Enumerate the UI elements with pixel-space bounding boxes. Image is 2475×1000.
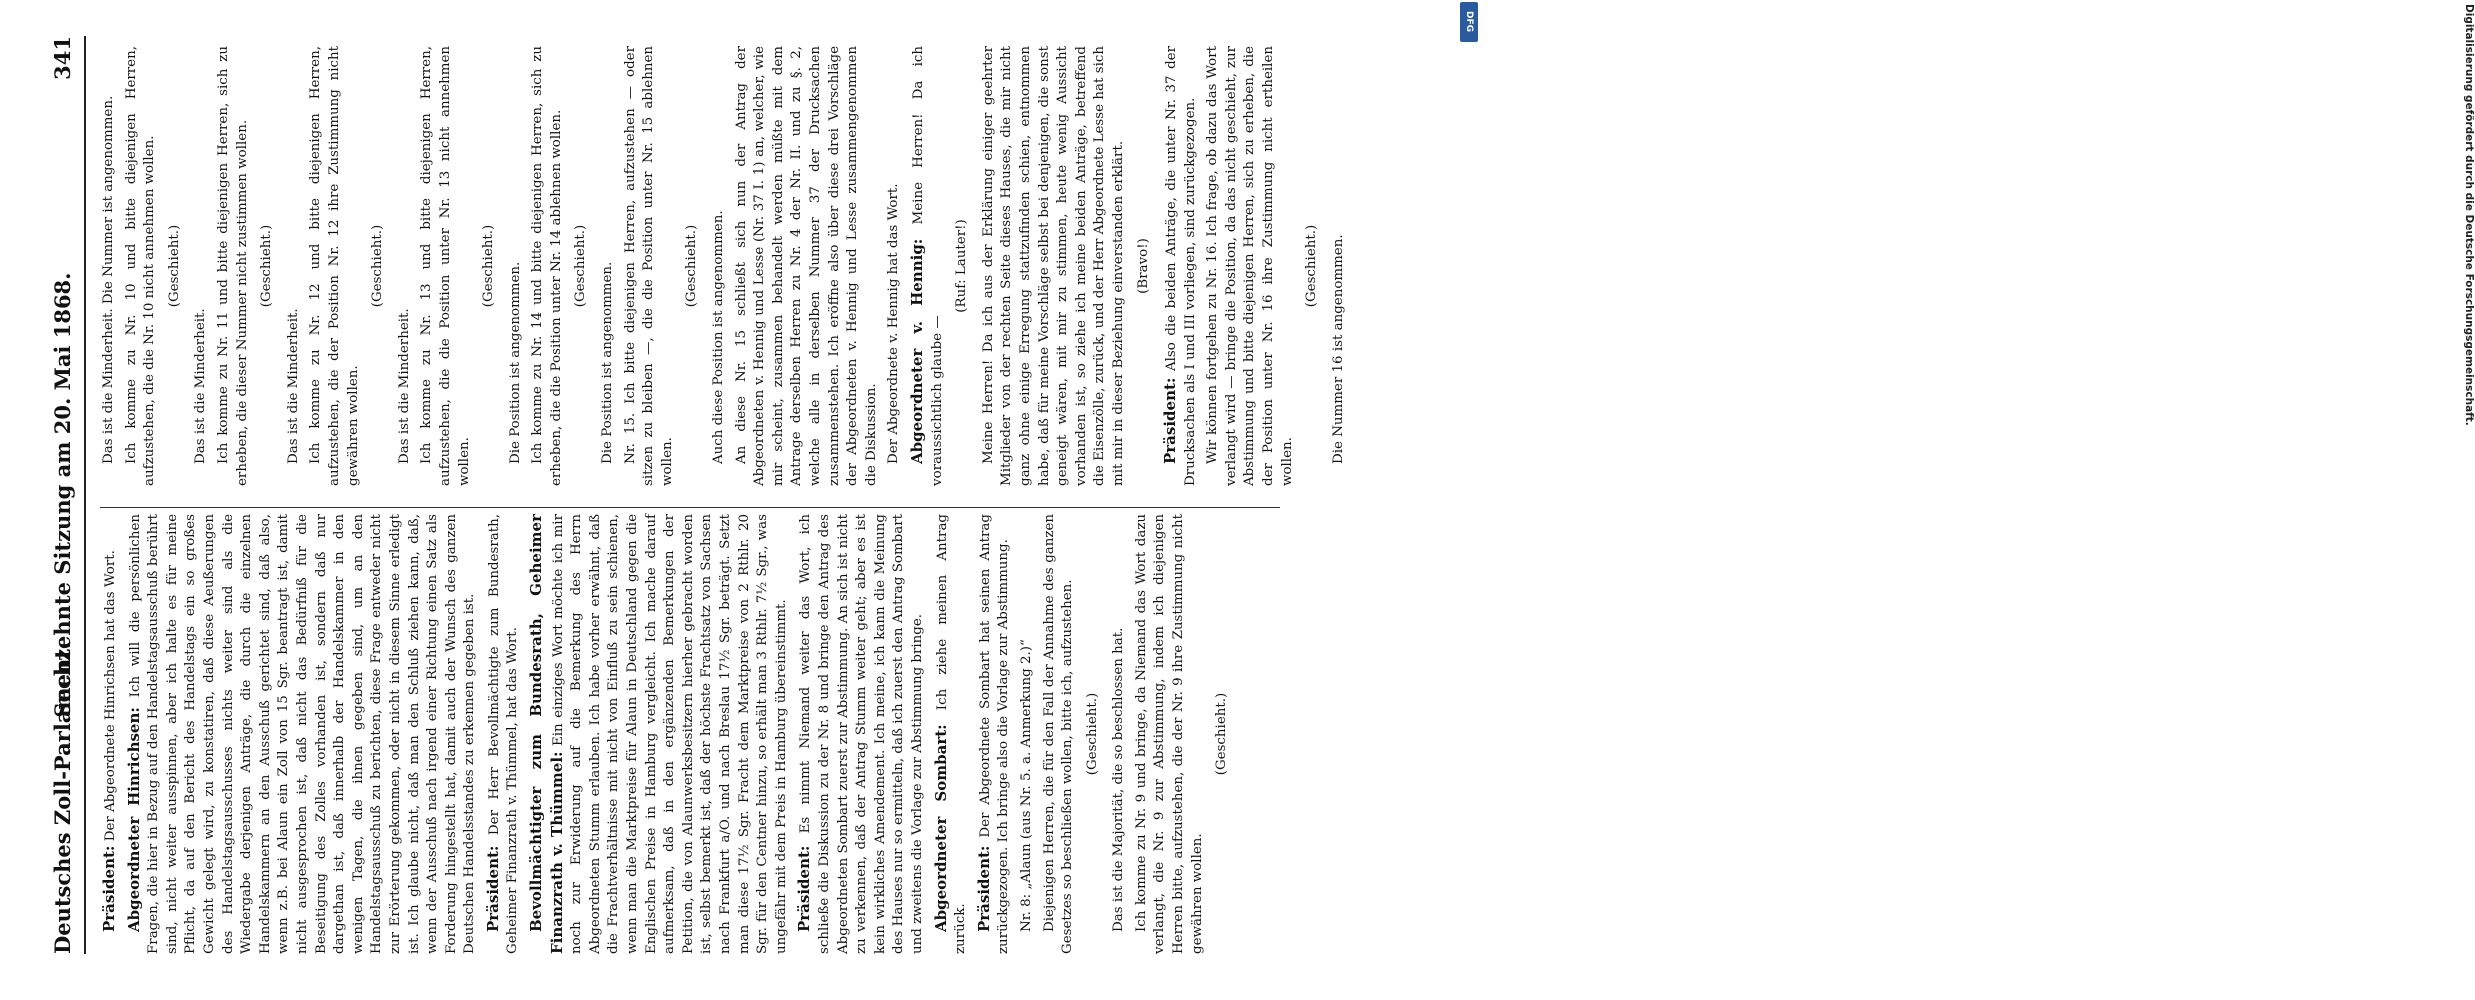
paragraph	[980, 46, 1129, 486]
speaker-label: Abgeordneter Sombart:	[931, 724, 950, 932]
paragraph-text: Ich komme zu Nr. 11 und bitte diejenigen Herren, sich zu erheben, die dieser Nummer nicht zustimmen wollen.	[215, 46, 250, 486]
paragraph	[529, 46, 566, 486]
paragraph	[622, 46, 678, 486]
stage-direction: (Geschieht.)	[1304, 224, 1320, 308]
page-header	[50, 36, 86, 954]
left-column	[100, 514, 1240, 954]
paragraph	[1018, 514, 1037, 954]
paragraph-text: Der Abgeordnete v. Hennig hat das Wort.	[886, 183, 902, 464]
paragraph-text: An diese Nr. 15 schließt sich nun der Antrag der Abgeordneten v. Hennig und Lesse (Nr. 37 I. 1) an, welcher, wie mir scheint, zusammen behandelt werden müßte mit dem Antrage derselben Herren zu Nr. 4 der Nr. II. und zu §. 2, welche alle in derselben Nummer 37 der Drucksachen zusammenstehen. Ich eröffne also über diese drei Vorschläge der Abgeordneten v. Hennig und Lesse zusammengenommen die Diskussion.	[733, 46, 879, 486]
paragraph	[125, 514, 480, 954]
paragraph	[484, 514, 523, 954]
paragraph-text: Es nimmt Niemand weiter das Wort, ich schließe die Diskussion zu der Nr. 8 und bringe den Antrag des Abgeordneten Sombart zuerst zur Abstimmung. An sich ist nicht zu verkennen, daß der Antrag Stumm weiter geht; aber es ist kein wirkliches Amendement. Ich meine, ich kann die Meinung des Hauses nur so ermitteln, daß ich zuerst den Antrag Sombart und zweitens die Vorlage zur Abstimmung bringe.	[798, 514, 925, 954]
paragraph-text: Meine Herren! Da ich aus der Erklärung einiger geehrter Mitglieder von der rechten Seite dieses Hauses, die mir nicht ganz ohne einige Erregung stattzufinden schien, entnommen habe, daß für meine Vorschläge selbst bei denjenigen, die sonst geneigt wären, mit mir zu stimmen, heute wenig Aussicht vorhanden ist, so ziehe ich meine beiden Anträge, betreffend die Eisenzölle, zurück, und der Herr Abgeordnete Lesse hat sich mit mir in dieser Beziehung einverstanden erklärt.	[980, 46, 1126, 486]
paragraph	[507, 46, 526, 486]
paragraph-text: Der Abgeordnete Hinrichsen hat das Wort.	[103, 550, 118, 842]
paragraph-text: Die Position ist angenommen.	[507, 261, 523, 464]
stage-direction: (Bravo!)	[1135, 238, 1151, 294]
paragraph	[1161, 46, 1200, 486]
stage-direction: (Geschieht.)	[684, 224, 700, 308]
paragraph-text: Meine Herren! Da ich voraussichtlich glaube —	[910, 46, 945, 486]
paragraph	[192, 46, 211, 486]
paragraph	[307, 46, 363, 486]
paragraph	[1110, 514, 1129, 954]
paragraph	[795, 514, 927, 954]
header-title: Deutsches Zoll-Parlament.	[50, 641, 75, 954]
paragraph-text: Der Abgeordnete Sombart hat seinen Antrag zurückgezogen. Ich bringe also die Vorlage zur Abstimmung.	[977, 514, 1012, 954]
paragraph	[100, 46, 119, 486]
paragraph-text: Die Nummer 16 ist angenommen.	[1330, 234, 1346, 464]
right-column	[100, 46, 1352, 486]
paragraph	[1133, 514, 1207, 954]
paragraph	[123, 46, 160, 486]
paragraph	[1041, 514, 1078, 954]
speaker-label: Abgeordneter v. Hennig:	[907, 238, 926, 464]
stage-direction: (Geschieht.)	[259, 224, 275, 308]
funding-note: Digitalisierung gefördert durch die Deutsche Forschungsgemeinschaft.	[2463, 4, 2475, 426]
paragraph	[733, 46, 882, 486]
paragraph-text: Das ist die Minderheit.	[193, 308, 209, 464]
paragraph-text: Also die beiden Anträge, die unter Nr. 37 der Drucksachen als I und III vorliegen, sind zurückgezogen.	[1164, 46, 1198, 486]
paragraph	[285, 46, 304, 486]
paragraph-text: Nr. 8: „Alaun (aus Nr. 5. a. Anmerkung 2.)“	[1018, 639, 1034, 932]
paragraph	[100, 514, 121, 954]
dfg-logo: DFG	[1460, 2, 1478, 42]
page-number: 341	[50, 36, 75, 80]
paragraph-text: Ich komme zu Nr. 10 und bitte diejenigen Herren, aufzustehen, die die Nr. 10 nicht annehmen wollen.	[123, 46, 158, 486]
paragraph-text: Ich komme zu Nr. 12 und bitte diejenigen Herren, aufzustehen, die der Position Nr. 12 ihre Zustimmung nicht gewähren wollen.	[308, 46, 361, 486]
speaker-label: Präsident:	[1161, 377, 1180, 464]
speaker-label: Präsident:	[483, 845, 502, 932]
paragraph-text: Diejenigen Herren, die für den Fall der Annahme des ganzen Gesetzes so beschließen wollen, bitte ich, aufzustehen.	[1041, 514, 1076, 954]
paragraph	[215, 46, 252, 486]
paragraph	[710, 46, 729, 486]
stage-direction: (Ruf: Lauter!)	[954, 219, 970, 313]
stage-direction: (Geschieht.)	[1214, 692, 1230, 776]
paragraph	[527, 514, 791, 954]
paragraph	[908, 46, 947, 486]
paragraph	[932, 514, 971, 954]
paragraph-text: Ich komme zu Nr. 9 und bringe, da Niemand das Wort dazu verlangt, die Nr. 9 zur Abstimmung, indem ich diejenigen Herren bitte, aufzustehen, die der Nr. 9 ihre Zustimmung nicht gewähren wollen.	[1133, 514, 1205, 954]
header-session: Sechzehnte Sitzung am 20. Mai 1868.	[50, 272, 75, 718]
stage-direction: (Geschieht.)	[166, 224, 182, 308]
paragraph	[1204, 46, 1297, 486]
stage-direction: (Geschieht.)	[1084, 692, 1100, 776]
paragraph-text: Das ist die Majorität, die so beschlossen hat.	[1111, 627, 1127, 932]
paragraph-text: Ich komme zu Nr. 14 und bitte diejenigen Herren, sich zu erheben, die die Position unter Nr. 14 ablehnen wollen.	[530, 46, 564, 486]
paragraph-text: Das ist die Minderheit.	[396, 308, 412, 464]
paragraph-text: Das ist die Minderheit.	[285, 308, 301, 464]
paragraph	[418, 46, 474, 486]
speaker-label: Präsident:	[100, 845, 118, 932]
stage-direction: (Geschieht.)	[481, 224, 497, 308]
paragraph-text: Der Herr Bevollmächtigte zum Bundesrath, Geheimer Finanzrath v. Thümmel, hat das Wort.	[486, 514, 521, 954]
paragraph-text: Nr. 15. Ich bitte diejenigen Herren, aufzustehen — oder sitzen zu bleiben —, die die Position unter Nr. 15 ablehnen wollen.	[622, 46, 675, 486]
paragraph-text: Ich will die persönlichen Fragen, die hier in Bezug auf den Handelstagsausschuß berührt sind, nicht weiter ausspinnen, aber ich halte es für meine Pflicht, da auf den Bericht des Handelstags ein so großes Gewicht gelegt wird, zu konstatiren, daß diese Aeußerungen des Handelstagsausschusses nichts weiter sind als die Wiedergabe derjenigen Anträge, die durch die einzelnen Handelskammern an den Ausschuß gerichtet sind, daß also, wenn z.B. bei Alaun ein Zoll von 15 Sgr. beantragt ist, damit nicht ausgesprochen ist, daß nicht das Bedürfniß für die Beseitigung des Zolles vorhanden ist, sondern daß nur dargethan ist, daß innerhalb der Handelskammer in den wenigen Tagen, die ihnen gegeben sind, um an den Handelstagsausschuß zu berichten, diese Frage entweder nicht zur Erörterung gekommen, oder nicht in diesem Sinne erledigt ist. Ich glaube nicht, daß man den Schluß ziehen kann, daß, wenn der Ausschuß nach irgend einer Richtung einen Satz als Forderung hingestellt hat, damit auch der Wunsch des ganzen Deutschen Handelsstandes zu erkennen gegeben ist.	[127, 513, 478, 954]
paragraph	[885, 46, 904, 486]
paragraph	[1330, 46, 1349, 486]
speaker-label: Präsident:	[795, 845, 814, 932]
side-note	[1455, 0, 2475, 1000]
paragraph-text: Ich komme zu Nr. 13 und bitte diejenigen Herren, aufzustehen, die die Position unter Nr. 13 nicht annehmen wollen.	[419, 46, 472, 486]
speaker-label: Abgeordneter Hinrichsen:	[124, 707, 143, 932]
stage-direction: (Geschieht.)	[370, 224, 386, 308]
speaker-label: Präsident:	[974, 845, 993, 932]
column-divider	[100, 507, 1280, 508]
paragraph-text: Ich ziehe meinen Antrag zurück.	[934, 514, 969, 954]
paragraph	[599, 46, 618, 486]
paragraph-text: Auch diese Position ist angenommen.	[711, 210, 727, 464]
paragraph	[975, 514, 1014, 954]
paragraph-text: Das ist die Minderheit. Die Nummer ist angenommen.	[101, 95, 116, 464]
paragraph-text: Ein einziges Wort möchte ich mir noch zur Erwiderung auf die Bemerkung des Herrn Abgeordneten Stumm erlauben. Ich habe vorher erwähnt, daß die Frachtverhältnisse mit nicht von Einfluß zu sein schienen, wenn man die Marktpreise für Alaun in Deutschland gegen die Englischen Preise in Hamburg vergleicht. Ich mache darauf aufmerksam, daß in den ergänzenden Bemerkungen der Petition, die von Alaunwerksbesitzern hierher gebracht worden ist, selbst bemerkt ist, daß der höchste Frachtsatz von Sachsen nach Frankfurt a/O. und nach Breslau 17½ Sgr. beträgt. Setzt man diese 17½ Sgr. Fracht dem Marktpreise von 2 Rthlr. 20 Sgr. für den Centner hinzu, so erhält man 3 Rthlr. 7½ Sgr., was ungefähr mit dem Preis in Hamburg übereinstimmt.	[550, 514, 789, 954]
paragraph	[396, 46, 415, 486]
stage-direction: (Geschieht.)	[573, 224, 589, 308]
speaker-label: Bevollmächtigter zum Bundesrath, Geheimer Finanzrath v. Thümmel:	[527, 514, 566, 954]
paragraph-text: Die Position ist angenommen.	[600, 261, 616, 464]
paragraph-text: Wir können fortgehen zu Nr. 16. Ich frage, ob dazu das Wort verlangt wird — bringe die Position, da das nicht geschieht, zur Abstimmung und bitte diejenigen Herren, sich zu erheben, die der Position unter Nr. 16 ihre Zustimmung nicht ertheilen wollen.	[1205, 46, 1295, 486]
